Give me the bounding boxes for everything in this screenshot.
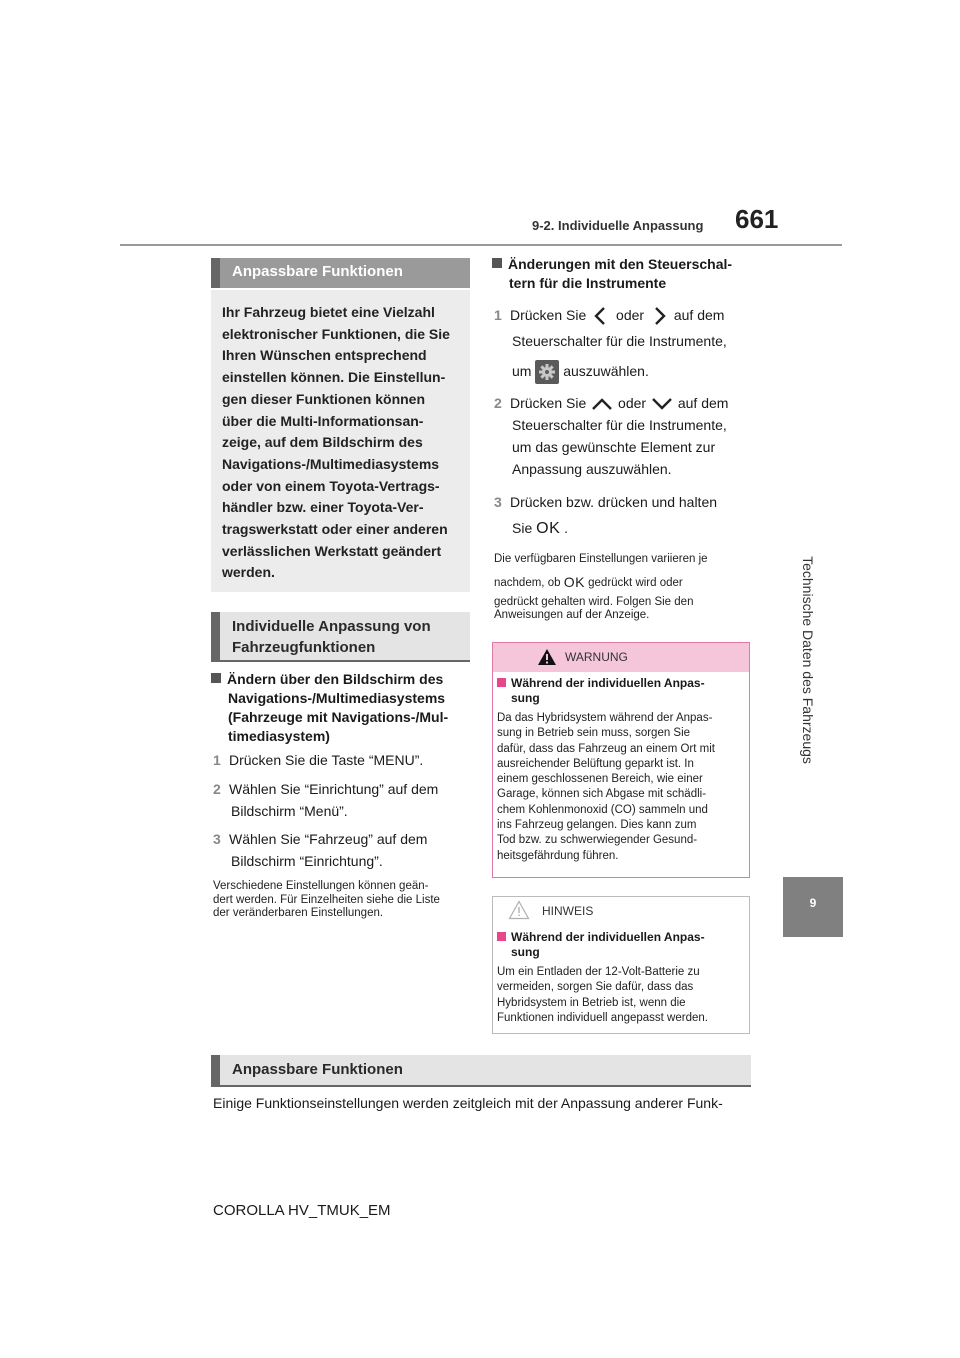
right-step-2: 2 Drücken Sie oder auf dem Steuerschalter für die Instrumente, um das gewünschte Element zur Anpassung auszuwählen. [494,395,729,477]
intro-line: einstellen können. Die Einstellun- [222,369,446,386]
intro-line: zeige, auf dem Bildschirm des [222,434,423,451]
square-bullet-icon [492,258,502,268]
heading-individuelle-anpassung [211,612,470,662]
intro-line: oder von einem Toyota-Vertrags- [222,477,440,494]
chapter-side-title-text: Technische Daten des Fahrzeugs [800,556,816,764]
warning-header [493,643,749,672]
hint-title: HINWEIS [542,904,594,918]
right-step-1: 1 Drücken Sie oder auf dem Steuerschalter für die Instrumente, um auszuwählen. [494,302,727,384]
chevron-down-icon [650,395,674,413]
square-bullet-icon [497,678,506,687]
body-text: Einige Funktionseinstellungen werden zeitgleich mit der Anpassung anderer Funk- [213,1095,723,1111]
left-step-2: 2 Wählen Sie “Einrichtung” auf dem Bildschirm “Menü”. [213,781,439,819]
chevron-right-icon [648,305,670,327]
intro-line: über die Multi-Informationsan- [222,412,424,429]
heading-line: Individuelle Anpassung von [232,618,431,635]
intro-line: Navigations-/Multimediasystems [222,455,440,472]
chapter-side-title [778,420,838,900]
right-note: Die verfügbaren Einstellungen variieren je nachdem, ob OK gedrückt wird oder gedrückt gehalten wird. Folgen Sie den Anweisungen auf der Anzeige. [494,553,708,622]
intro-line: verlässlichen Werkstatt geändert [222,542,442,559]
intro-line: händler bzw. einer Toyota-Ver- [222,499,424,516]
settings-gear-icon [535,360,559,384]
heading-line: Fahrzeugfunktionen [232,639,376,656]
left-step-1: 1 Drücken Sie die Taste “MENU”. [213,752,424,768]
right-step-3: 3 Drücken bzw. drücken und halten Sie OK . [494,489,717,542]
intro-box [211,290,470,592]
header-rule [120,244,842,246]
section-label: 9-2. Individuelle Anpassung [532,218,704,233]
left-note: Verschiedene Einstellungen können geän- dert werden. Für Einzelheiten siehe die Liste der veränderbaren Einstellungen. [213,880,440,919]
ok-button-icon: OK [536,520,561,538]
warning-text: Da das Hybridsystem während der Anpas- sung in Betrieb sein muss, sorgen Sie dafür, dass das Fahrzeug an einem Ort mit ausreichender Belüftung geparkt ist. In einem geschlossenen Bereich, wie einer Garage, können sich Abgase mit schädli- chem Kohlenmonoxid (CO) sammeln und ins Fahrzeug gelangen. Dies kann zum Tod bzw. zu schwerwiegender Gesund- heitsgefährdung führen. [497,712,715,862]
left-step-3: 3 Wählen Sie “Fahrzeug” auf dem Bildschirm “Einrichtung”. [213,831,428,869]
warning-title: WARNUNG [565,650,628,664]
hint-text: Um ein Entladen der 12-Volt-Batterie zu vermeiden, sorgen Sie dafür, dass das Hybridsystem in Betrieb ist, wenn die Funktionen individuell angepasst werden. [497,966,708,1024]
subhead-steuerschalter: Änderungen mit den Steuerschal- tern für die Instrumente [492,255,752,293]
subhead-bildschirm: Ändern über den Bildschirm des Navigations-/Multimediasystems (Fahrzeuge mit Navigations-/Mul- timediasystem) [211,670,471,746]
heading-anpassbare-funktionen: Anpassbare Funktionen [211,258,470,288]
square-bullet-icon [211,673,221,683]
chevron-up-icon [590,395,614,413]
page-number: 661 [735,204,779,234]
heading-anpassbare-funktionen-2: Anpassbare Funktionen [211,1055,751,1087]
footer-model-code: COROLLA HV_TMUK_EM [213,1202,391,1219]
chevron-left-icon [590,305,612,327]
chapter-number: 9 [809,896,817,910]
intro-line: werden. [222,564,275,581]
intro-line: Ihr Fahrzeug bietet eine Vielzahl [222,304,435,320]
intro-line: gen dieser Funktionen können [222,390,426,407]
hint-subhead: Während der individuellen Anpas- sung [497,930,747,960]
intro-line: tragswerkstatt oder einer anderen [222,521,448,538]
warning-triangle-icon [537,648,557,666]
notice-triangle-icon [508,900,530,920]
warning-subhead: Während der individuellen Anpas- sung [497,676,747,706]
intro-line: Ihren Wünschen entsprechend [222,347,427,364]
intro-line: elektronischer Funktionen, die Sie [222,325,450,342]
ok-button-icon: OK [563,573,585,590]
square-bullet-icon [497,932,506,941]
